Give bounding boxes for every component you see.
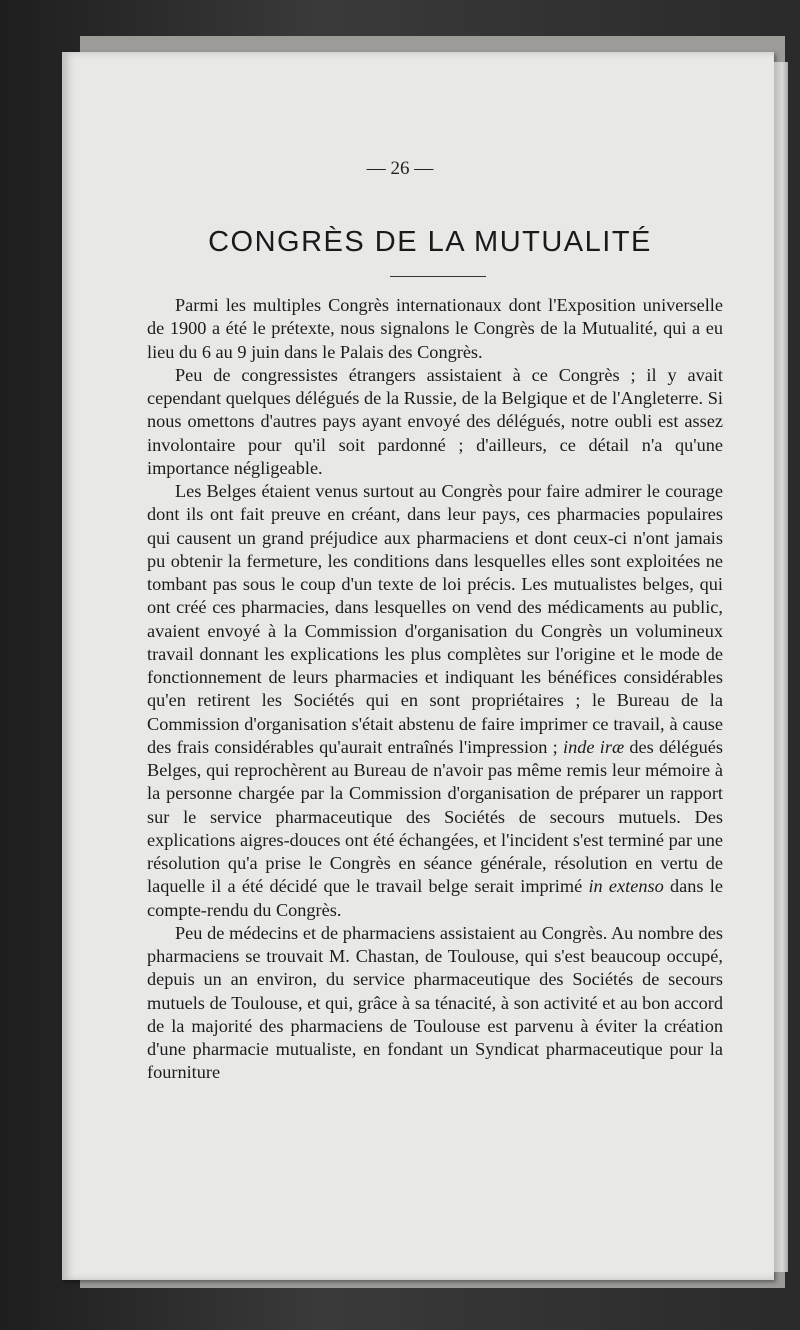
paragraph-3-part-3: dans le compte-rendu du Congrès. — [147, 876, 723, 920]
paragraph-2: Peu de congressistes étrangers assistaient à ce Congrès ; il y avait cependant quelques délégués de la Russie, de la Belgique et de l'Angleterre. Si nous omettons d'autres pays ayant envoyé des délégués, notre oubli est assez involontaire pour qu'il soit pardonné ; d'ailleurs, ce détail n'a qu'une importance négligeable. — [147, 364, 723, 478]
paragraph-3-part-1: Les Belges étaient venus surtout au Congrès pour faire admirer le courage dont ils ont fait preuve en créant, dans leur pays, ces pharmacies populaires qui causent un grand préjudice aux pharmaciens et dont ceux-ci n'ont jamais pu obtenir la fermeture, les conditions dans lesquelles elles sont exploitées ne tombant pas sous le coup d'un texte de loi précis. Les mutualistes belges, qui ont créé ces pharmacies, dans lesquelles on vend des médicaments au public, avaient envoyé à la Commission d'organisation du Congrès un volumineux travail donnant les explications les plus complètes sur l'origine et le mode de fonctionnement de leurs pharmacies et indiquant les bénéfices considérables qu'en retirent les Sociétés qui en sont propriétaires ; le Bureau de la Commission d'organisation s'était abstenu de faire imprimer ce travail, à cause des frais considérables qu'aurait entraînés l'impression ; — [147, 481, 723, 757]
paragraph-4: Peu de médecins et de pharmaciens assistaient au Congrès. Au nombre des pharmaciens se trouvait M. Chastan, de Toulouse, qui s'est beaucoup occupé, depuis un an environ, du service pharmaceutique des Sociétés de secours mutuels de Toulouse, et qui, grâce à sa ténacité, à son activité et au bon accord de la majorité des pharmaciens de Toulouse est parvenu à éviter la création d'une pharmacie mutualiste, en fondant un Syndicat pharmaceutique pour la fourniture — [147, 922, 723, 1083]
page-title: CONGRÈS DE LA MUTUALITÉ — [208, 226, 652, 258]
page-number: — 26 — — [366, 158, 434, 179]
paragraph-1: Parmi les multiples Congrès internationaux dont l'Exposition universelle de 1900 a été le prétexte, nous signalons le Congrès de la Mutualité, qui a eu lieu du 6 au 9 juin dans le Palais des Congrès. — [147, 295, 723, 362]
italic-phrase-in-extenso: in extenso — [588, 876, 664, 897]
paragraph-3 — [147, 480, 723, 922]
body-text — [147, 294, 723, 1085]
paragraph-3-part-2: des délégués Belges, qui reprochèrent au Bureau de n'avoir pas même remis leur mémoire à la personne chargée par la Commission d'organisation de préparer un rapport sur le service pharmaceutique des Sociétés de secours mutuels. Des explications aigres-douces ont été échangées, et l'incident s'est terminé par une résolution qu'a prise le Congrès en séance générale, résolution en vertu de laquelle il a été décidé que le travail belge serait imprimé — [147, 736, 723, 897]
italic-phrase-inde-irae: inde iræ — [563, 736, 625, 757]
title-rule — [390, 276, 486, 277]
